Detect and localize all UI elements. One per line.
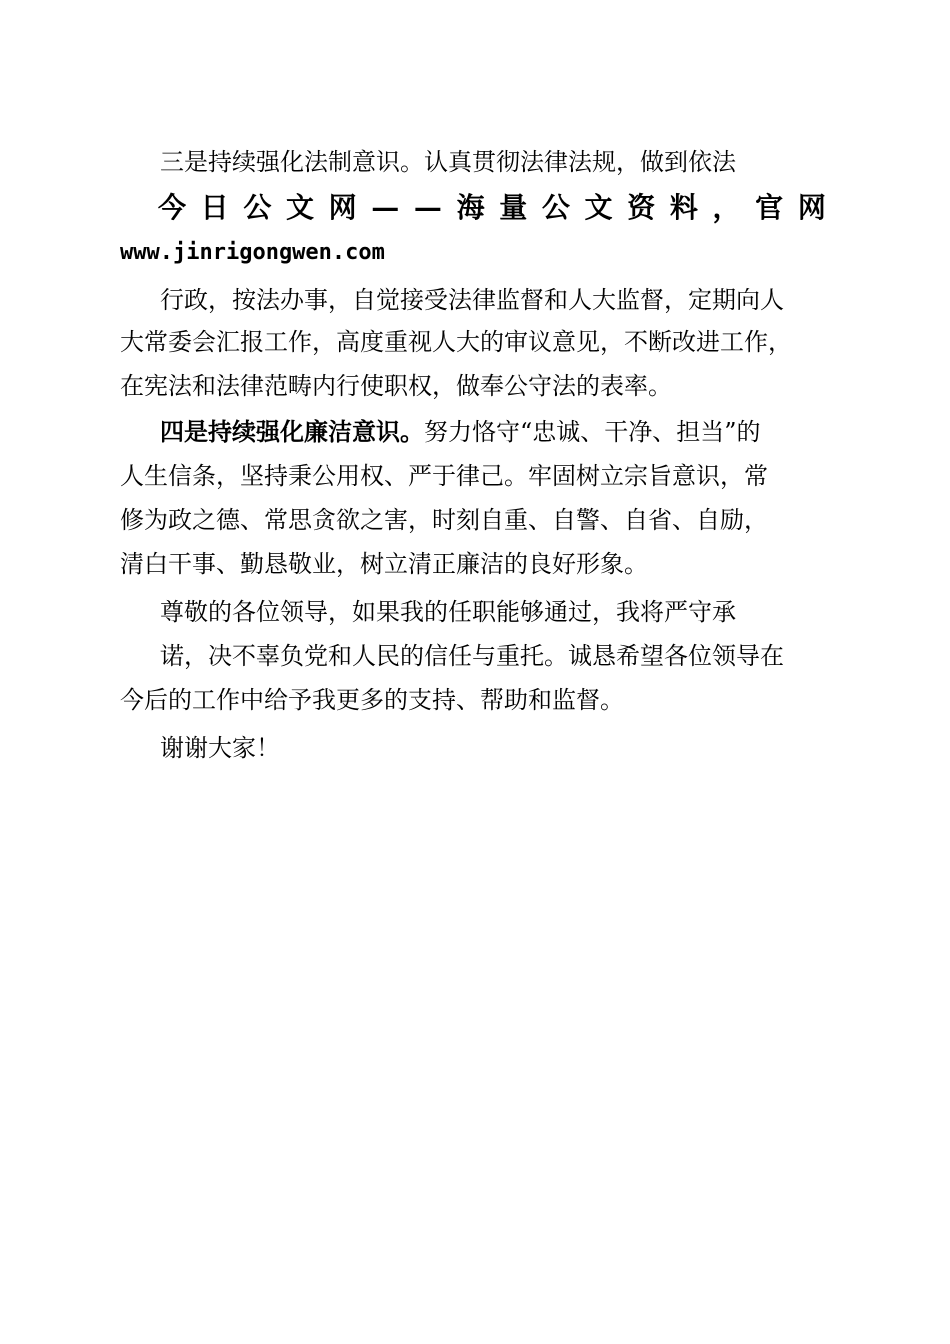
banner-char: ， <box>712 191 741 224</box>
closing-line: 谢谢大家！ <box>160 734 280 762</box>
banner-char: 今 <box>158 191 187 224</box>
watermark-banner <box>158 190 826 226</box>
paragraph-3-line-4: 在宪法和法律范畴内行使职权，做奉公守法的表率。 <box>120 372 672 400</box>
paragraph-5-line-1: 尊敬的各位领导，如果我的任职能够通过，我将严守承 <box>160 598 736 626</box>
paragraph-4-lead: 四是持续强化廉洁意识。 <box>160 417 424 446</box>
banner-char: 量 <box>499 191 528 224</box>
banner-char: 公 <box>541 191 570 224</box>
banner-char: 网 <box>797 191 826 224</box>
paragraph-5-line-3: 今后的工作中给予我更多的支持、帮助和监督。 <box>120 686 624 714</box>
paragraph-4-line-3: 修为政之德、常思贪欲之害，时刻自重、自警、自省、自励， <box>120 506 768 534</box>
paragraph-3-line-2: 行政，按法办事，自觉接受法律监督和人大监督，定期向人 <box>160 286 784 314</box>
paragraph-3-line-1: 三是持续强化法制意识。认真贯彻法律法规，做到依法 <box>160 148 736 176</box>
banner-char: 文 <box>584 191 613 224</box>
banner-char: 文 <box>285 191 314 224</box>
paragraph-4-line-1-text: 努力恪守“忠诚、干净、担当”的 <box>424 418 761 446</box>
website-url: www.jinrigongwen.com <box>120 240 385 265</box>
banner-char: — <box>413 191 442 224</box>
banner-char: — <box>371 191 400 224</box>
paragraph-4-line-2: 人生信条，坚持秉公用权、严于律己。牢固树立宗旨意识，常 <box>120 462 768 490</box>
banner-char: 海 <box>456 191 485 224</box>
banner-char: 公 <box>243 191 272 224</box>
paragraph-5-line-2: 诺，决不辜负党和人民的信任与重托。诚恳希望各位领导在 <box>160 642 784 670</box>
paragraph-3-line-3: 大常委会汇报工作，高度重视人大的审议意见，不断改进工作， <box>120 328 792 356</box>
banner-char: 网 <box>328 191 357 224</box>
banner-char: 官 <box>755 191 784 224</box>
paragraph-4-line-1 <box>160 416 830 448</box>
paragraph-4-line-4: 清白干事、勤恳敬业，树立清正廉洁的良好形象。 <box>120 550 648 578</box>
banner-char: 日 <box>200 191 229 224</box>
banner-char: 料 <box>669 191 698 224</box>
banner-char: 资 <box>627 191 656 224</box>
